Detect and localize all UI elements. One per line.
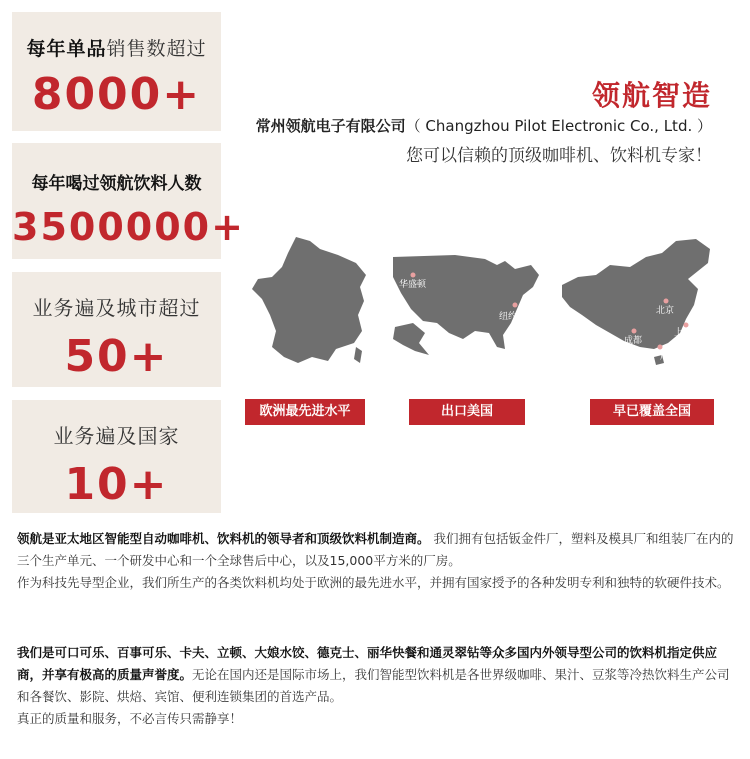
china-map	[558, 235, 718, 370]
stat-card-drinkers	[12, 143, 245, 259]
clients-paragraph: 我们是可口可乐、百事可乐、卡夫、立顿、大娘水饺、德克士、丽华快餐和通灵翠钻等众多国内外领导型公司的饮料机指定供应商，并享有极高的质量声誉度。无论在国内还是国际市场上，我们智能型饮料机是各世界级咖啡、果汁、豆浆等冷热饮料生产公司和各餐饮、影院、烘焙、宾馆、便利连锁集团的首选产品。 真正的质量和服务，不必言传只需静享！	[17, 645, 730, 726]
stat-card-countries	[12, 400, 221, 513]
stat-card-yearly-sales	[12, 12, 221, 131]
company-name: 常州领航电子有限公司（ Changzhou Pilot Electronic Co., Ltd. ）	[255, 117, 712, 135]
intro-paragraph: 领航是亚太地区智能型自动咖啡机、饮料机的领导者和顶级饮料机制造商。 我们拥有包括钣金件厂，塑料及模具厂和组装厂在内的三个生产单元、一个研发中心和一个全球售后中心，以及15,000平方米的厂房。 作为科技先导型企业，我们所生产的各类饮料机均处于欧洲的最先进水平，并拥有国家授予的各种发明专利和独特的软硬件技术。	[17, 531, 734, 590]
stat-card-cities	[12, 272, 221, 387]
usa-map	[385, 235, 545, 370]
stat-label: 业务遍及城市超过	[32, 296, 201, 320]
city-label: 上海	[674, 328, 693, 338]
tag-usa: 出口美国	[409, 399, 525, 425]
stat-value: 50+	[64, 331, 169, 382]
stat-value: 8000+	[31, 69, 202, 120]
brand-title: 领航智造	[591, 79, 712, 112]
city-label: 华盛顿	[399, 280, 427, 290]
tag-europe: 欧洲最先进水平	[245, 399, 365, 425]
france-map	[248, 235, 373, 370]
stat-value: 3500000+	[12, 205, 245, 249]
city-label: 纽约	[499, 312, 518, 322]
tag-china: 早已覆盖全国	[590, 399, 714, 425]
brand-tagline: 您可以信赖的顶级咖啡机、饮料机专家！	[406, 146, 712, 166]
city-label: 成都	[624, 336, 643, 346]
newyork-dot	[513, 303, 518, 308]
city-label: 北京	[656, 306, 675, 316]
washington-dot	[411, 273, 416, 278]
stat-label: 业务遍及国家	[53, 424, 180, 448]
stat-value: 10+	[64, 459, 169, 510]
city-label: 广州	[660, 352, 679, 362]
stat-label: 每年单品销售数超过	[26, 38, 207, 60]
stat-label: 每年喝过领航饮料人数	[31, 174, 202, 194]
